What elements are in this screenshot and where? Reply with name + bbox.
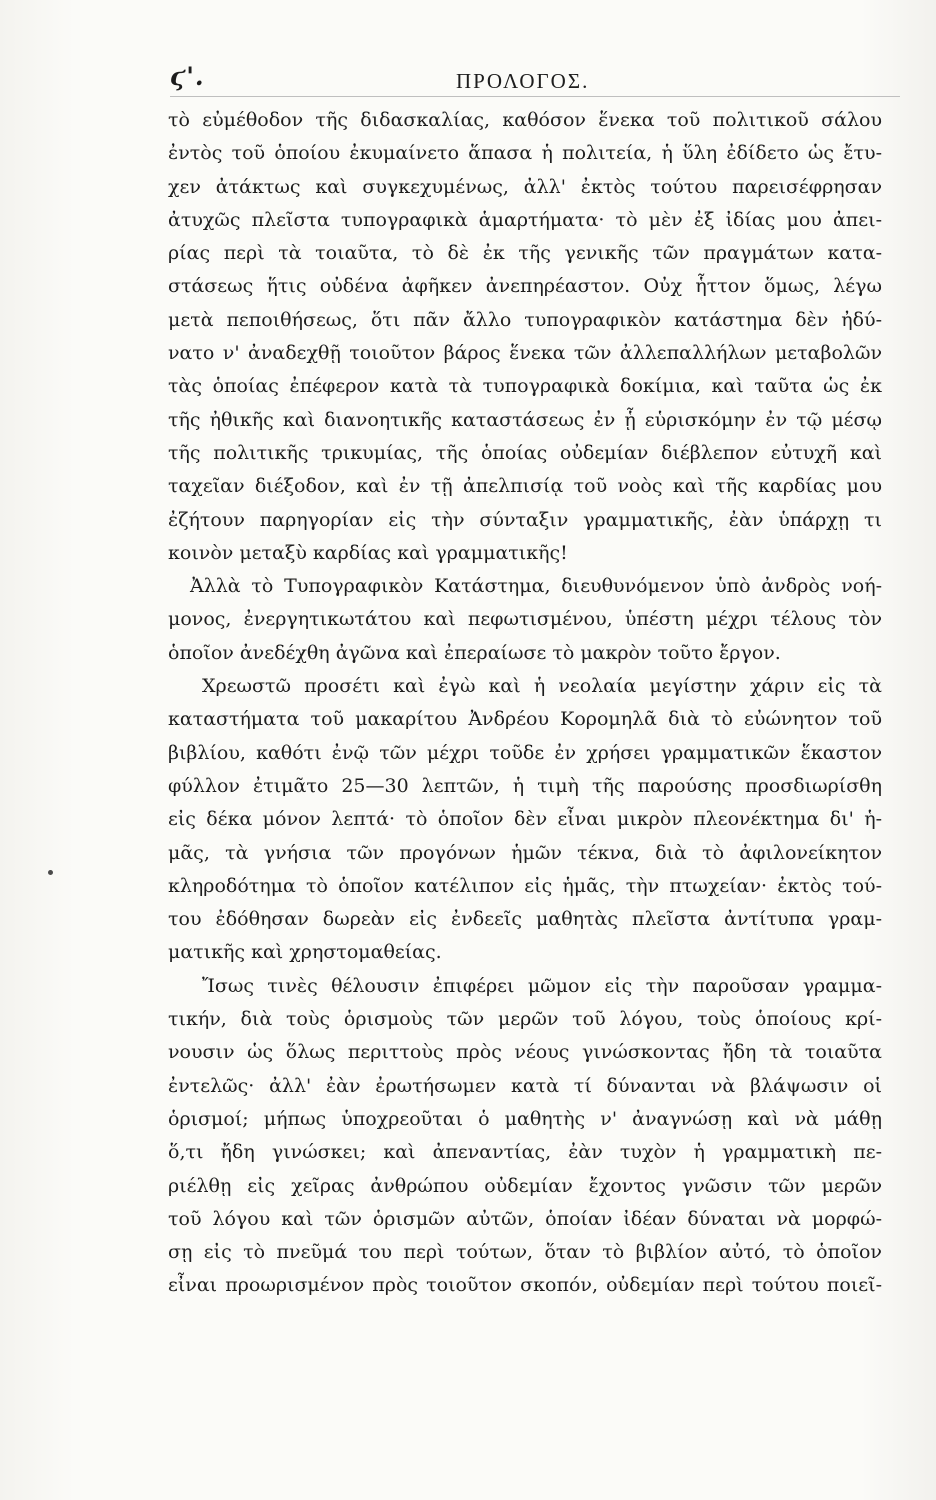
text-line: μονος, ἐνεργητικωτάτου καὶ πεφωτισμένου, ὑπέστη μέχρι τέλους τὸν — [168, 608, 882, 631]
text-line: ἐντελῶς· ἀλλ' ἐὰν ἐρωτήσωμεν κατὰ τί δύνανται νὰ βλάψωσιν οἱ — [168, 1074, 882, 1097]
text-line: εἰς δέκα μόνον λεπτά· τὸ ὁποῖον δὲν εἶναι μικρὸν πλεονέκτημα δι' ἡ- — [168, 808, 882, 831]
body-text — [168, 104, 882, 1303]
page-number: ϛ'. — [170, 62, 205, 91]
text-line: βιβλίου, καθότι ἐνῷ τῶν μέχρι τοῦδε ἐν χρήσει γραμματικῶν ἕκαστον — [168, 741, 882, 764]
text-line: νουσιν ὡς ὅλως περιττοὺς πρὸς νέους γινώσκοντας ἤδη τὰ τοιαῦτα — [168, 1041, 882, 1064]
paragraph-start-line: Ἴσως τινὲς θέλουσιν ἐπιφέρει μῶμον εἰς τὴν παροῦσαν γραμμα- — [202, 974, 882, 997]
text-line: του ἐδόθησαν δωρεὰν εἰς ἐνδεεῖς μαθητὰς πλεῖστα ἀντίτυπα γραμ- — [168, 908, 882, 931]
text-line: χεν ἀτάκτως καὶ συγκεχυμένως, ἀλλ' ἐκτὸς τούτου παρεισέφρησαν — [168, 175, 882, 198]
text-line: σῃ εἰς τὸ πνεῦμά του περὶ τούτων, ὅταν τὸ βιβλίον αὐτό, τὸ ὁποῖον — [168, 1241, 882, 1264]
text-line: στάσεως ἥτις οὐδένα ἀφῆκεν ἀνεπηρέαστον. Οὐχ ἧττον ὅμως, λέγω — [168, 275, 882, 298]
text-line: ὁποῖον ἀνεδέχθη ἀγῶνα καὶ ἐπεραίωσε τὸ μακρὸν τοῦτο ἔργον. — [168, 641, 781, 664]
text-line: ὅ,τι ἤδη γινώσκει; καὶ ἀπεναντίας, ἐὰν τυχὸν ἡ γραμματικὴ πε- — [168, 1141, 882, 1164]
text-line: τῆς πολιτικῆς τρικυμίας, τῆς ὁποίας οὐδεμίαν διέβλεπον εὐτυχῆ καὶ — [168, 441, 882, 464]
text-line: μετὰ πεποιθήσεως, ὅτι πᾶν ἄλλο τυπογραφικὸν κατάστημα δὲν ἠδύ- — [168, 308, 882, 331]
paragraph-start-line: Ἀλλὰ τὸ Τυπογραφικὸν Κατάστημα, διευθυνόμενον ὑπὸ ἀνδρὸς νοή- — [190, 575, 882, 598]
text-line: τὰς ὁποίας ἐπέφερον κατὰ τὰ τυπογραφικὰ δοκίμια, καὶ ταῦτα ὡς ἐκ — [168, 375, 882, 398]
text-line: κληροδότημα τὸ ὁποῖον κατέλιπον εἰς ἡμᾶς, τὴν πτωχείαν· ἐκτὸς τού- — [168, 874, 882, 897]
text-line: ματικῆς καὶ χρηστομαθείας. — [168, 941, 442, 964]
text-line: καταστήματα τοῦ μακαρίτου Ἀνδρέου Κορομηλᾶ διὰ τὸ εὐώνητον τοῦ — [168, 708, 882, 731]
text-line: ἀτυχῶς πλεῖστα τυπογραφικὰ ἁμαρτήματα· τὸ μὲν ἐξ ἰδίας μου ἀπει- — [168, 208, 882, 231]
text-line: τὸ εὐμέθοδον τῆς διδασκαλίας, καθόσον ἕνεκα τοῦ πολιτικοῦ σάλου — [168, 109, 882, 131]
text-line: ἐντὸς τοῦ ὁποίου ἐκυμαίνετο ἅπασα ἡ πολιτεία, ἡ ὕλη ἐδίδετο ὡς ἔτυ- — [168, 142, 882, 165]
text-line: φύλλον ἐτιμᾶτο 25—30 λεπτῶν, ἡ τιμὴ τῆς παρούσης προσδιωρίσθη — [168, 774, 882, 797]
page-header — [170, 62, 900, 97]
running-head: ΠΡΟΛΟΓΟΣ. — [456, 69, 590, 93]
text-line: ἐζήτουν παρηγορίαν εἰς τὴν σύνταξιν γραμματικῆς, ἐὰν ὑπάρχῃ τι — [168, 508, 882, 531]
margin-dot-mark — [48, 870, 53, 875]
text-line: τοῦ λόγου καὶ τῶν ὁρισμῶν αὐτῶν, ὁποίαν ἰδέαν δύναται νὰ μορφώ- — [168, 1207, 882, 1230]
text-line: εἶναι προωρισμένον πρὸς τοιοῦτον σκοπόν, οὐδεμίαν περὶ τούτου ποιεῖ- — [168, 1274, 882, 1297]
text-line: τικήν, διὰ τοὺς ὁρισμοὺς τῶν μερῶν τοῦ λόγου, τοὺς ὁποίους κρί- — [168, 1008, 882, 1031]
text-line: ρίας περὶ τὰ τοιαῦτα, τὸ δὲ ἐκ τῆς γενικῆς τῶν πραγμάτων κατα- — [168, 242, 882, 265]
text-line: μᾶς, τὰ γνήσια τῶν προγόνων ἡμῶν τέκνα, διὰ τὸ ἀφιλονείκητον — [168, 841, 882, 864]
text-line: νατο ν' ἀναδεχθῇ τοιοῦτον βάρος ἕνεκα τῶν ἀλλεπαλλήλων μεταβολῶν — [168, 342, 882, 365]
text-line: κοινὸν μεταξὺ καρδίας καὶ γραμματικῆς! — [168, 541, 568, 564]
text-line: ὁρισμοί; μήπως ὑποχρεοῦται ὁ μαθητὴς ν' ἀναγνώσῃ καὶ νὰ μάθῃ — [168, 1107, 882, 1130]
text-line: τῆς ἠθικῆς καὶ διανοητικῆς καταστάσεως ἐν ᾗ εὑρισκόμην ἐν τῷ μέσῳ — [168, 408, 882, 431]
paragraph-start-line: Χρεωστῶ προσέτι καὶ ἐγὼ καὶ ἡ νεολαία μεγίστην χάριν εἰς τὰ — [202, 675, 882, 698]
text-line: ριέλθῃ εἰς χεῖρας ἀνθρώπου οὐδεμίαν ἔχοντος γνῶσιν τῶν μερῶν — [168, 1174, 882, 1197]
text-line: ταχεῖαν διέξοδον, καὶ ἐν τῇ ἀπελπισίᾳ τοῦ νοὸς καὶ τῆς καρδίας μου — [168, 475, 882, 498]
